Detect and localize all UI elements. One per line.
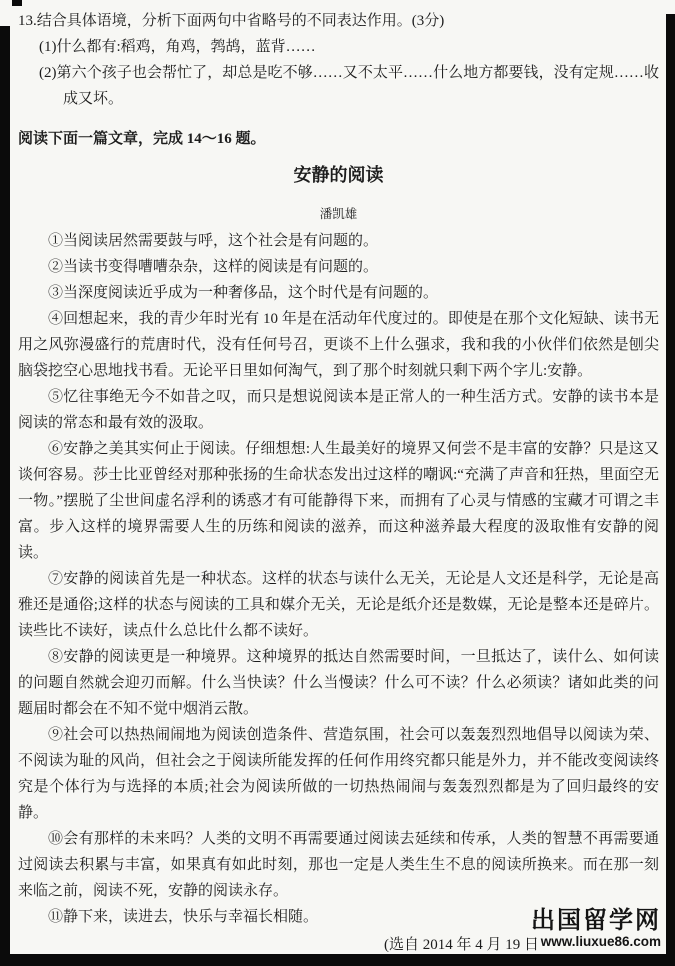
article-paragraph: ③当深度阅读近乎成为一种奢侈品，这个时代是有问题的。 xyxy=(48,285,439,302)
question-13-item-1: (1)什么都有:稻鸡，角鸡，鹁鸪，蓝背…… xyxy=(39,39,316,55)
article-paragraph: ⑪静下来，读进去，快乐与幸福长相随。 xyxy=(48,909,319,926)
reading-instruction: 阅读下面一篇文章，完成 14～16 题。 xyxy=(18,131,266,147)
article-paragraph: ②当读书变得嘈嘈杂杂，这样的阅读是有问题的。 xyxy=(48,259,379,276)
article-paragraph: ⑤忆往事绝无今不如昔之叹，而只是想说阅读本是正常人的一种生活方式。安静的读书本是阅读的常态和最有效的汲取。 xyxy=(18,389,659,432)
article-paragraph: ⑩会有那样的未来吗？人类的文明不再需要通过阅读去延续和传承，人类的智慧不再需要通过阅读去积累与丰富，如果真有如此时刻，那也一定是人类生生不息的阅读所换来。而在那一刻来临之前，阅读不死，安静的阅读永存。 xyxy=(18,831,659,900)
watermark-site-name: 出国留学网 xyxy=(531,907,661,934)
scan-edge-left xyxy=(0,26,10,966)
site-watermark xyxy=(531,908,661,950)
article-author: 潘凯雄 xyxy=(319,207,358,222)
question-13-stem: 13.结合具体语境，分析下面两句中省略号的不同表达作用。(3分) xyxy=(18,13,445,29)
page-content xyxy=(18,8,659,958)
scan-edge-right xyxy=(666,14,675,966)
article-paragraph: ⑥安静之美其实何止于阅读。仔细想想:人生最美好的境界又何尝不是丰富的安静？只是这又谈何容易。莎士比亚曾经对那种张扬的生命状态发出过这样的嘲讽:“充满了声音和狂热，里面空无一物。”摆脱了尘世间虚名浮利的诱惑才有可能静得下来，而拥有了心灵与情感的宝藏才可谓之丰富。步入这样的境界需要人生的历练和阅读的滋养，而这种滋养最大程度的汲取惟有安静的阅读。 xyxy=(18,441,659,562)
article-paragraph: ①当阅读居然需要鼓与呼，这个社会是有问题的。 xyxy=(48,233,379,250)
article-paragraph: ④回想起来，我的青少年时光有 10 年是在活动年代度过的。即使是在那个文化短缺、读书无用之风弥漫盛行的荒唐时代，没有任何号召，更谈不上什么强求，我和我的小伙伴们依然是刨尖脑袋挖空心思地找书看。无论平日里如何淘气，到了那个时刻就只剩下两个字儿:安静。 xyxy=(18,311,659,380)
question-13-item-2: (2)第六个孩子也会帮忙了，却总是吃不够……又不太平……什么地方都要钱，没有定规……收成又坏。 xyxy=(39,65,659,107)
article-paragraph: ⑧安静的阅读更是一种境界。这种境界的抵达自然需要时间，一旦抵达了，读什么、如何读的问题自然就会迎刃而解。什么当快读？什么当慢读？什么可不读？什么必须读？诸如此类的问题届时都会在不知不觉中烟消云散。 xyxy=(18,649,659,718)
article-source: (选自 2014 年 4 月 19 日 xyxy=(384,937,539,954)
scan-edge-bottom xyxy=(0,954,675,966)
article-paragraph: ⑨社会可以热热闹闹地为阅读创造条件、营造氛围，社会可以轰轰烈烈地倡导以阅读为荣、不阅读为耻的风尚，但社会之于阅读所能发挥的任何作用终究都只能是外力，并不能改变阅读终究是个体行为与选择的本质;社会为阅读所做的一切热热闹闹与轰轰烈烈都是为了回归最终的安静。 xyxy=(18,727,659,822)
article-title: 安静的阅读 xyxy=(293,165,384,185)
watermark-site-url: www.liuxue86.com xyxy=(540,934,661,949)
article-paragraph: ⑦安静的阅读首先是一种状态。这样的状态与读什么无关，无论是人文还是科学，无论是高雅还是通俗;这样的状态与阅读的工具和媒介无关，无论是纸介还是数媒，无论是整本还是碎片。读些比不读好，读点什么总比什么都不读好。 xyxy=(18,571,659,640)
scan-edge-top-mark xyxy=(12,0,22,6)
